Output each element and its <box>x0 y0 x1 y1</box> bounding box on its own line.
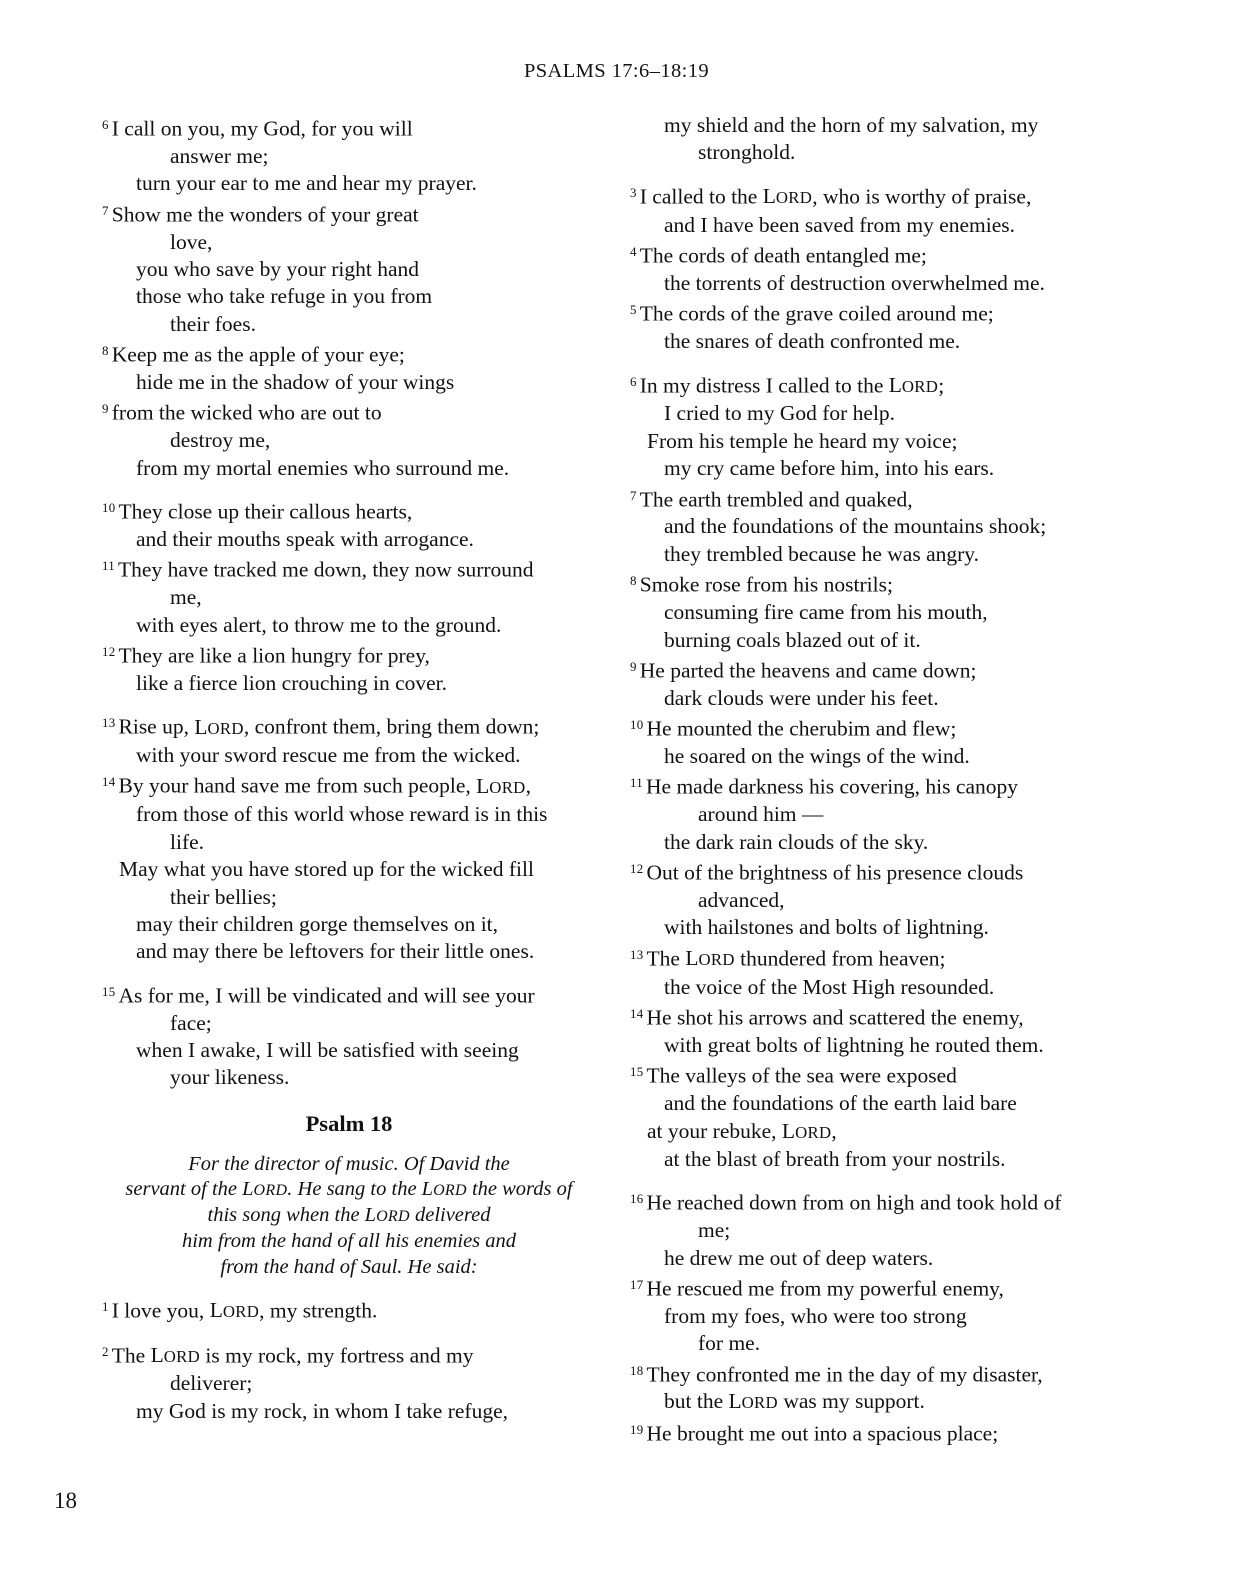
verse-line: and the foundations of the mountains shook; <box>664 514 1047 539</box>
verse-number: 11 <box>630 776 644 791</box>
running-head: PSALMS 17:6–18:19 <box>523 60 710 82</box>
text-columns <box>102 112 1124 1448</box>
verse-line: $^7$ The earth trembled and quaked, <box>630 487 913 512</box>
divine-name-small-caps: LORD <box>762 184 813 209</box>
verse-line: $^7$ Show me the wonders of your great <box>102 202 419 227</box>
verse-line: $^5$ The cords of the grave coiled around me; <box>630 301 994 326</box>
verse-line: he soared on the wings of the wind. <box>664 744 970 769</box>
left-column <box>102 112 596 1448</box>
verse-line: hide me in the shadow of your wings <box>136 369 455 394</box>
verse-line: $^3$ I called to the LORD, who is worthy of praise, <box>630 184 1032 209</box>
verse-number: 3 <box>630 185 637 200</box>
divine-name-small-caps: LORD <box>888 373 939 397</box>
verse-number: 16 <box>630 1192 644 1207</box>
stanza-break <box>102 1326 596 1339</box>
verse-line: deliverer; <box>170 1371 253 1396</box>
verse-line: $^4$ The cords of death entangled me; <box>630 243 927 268</box>
verse-number: 11 <box>102 559 116 574</box>
verse-line: $^{15}$ As for me, I will be vindicated and will see your <box>102 983 535 1008</box>
stanza-break <box>102 966 596 979</box>
divine-name-small-caps: LORD <box>476 773 526 798</box>
verse-line: $^6$ In my distress I called to the LORD; <box>630 373 945 397</box>
psalm-superscription <box>102 1152 596 1280</box>
verse-line: may their children gorge themselves on it, <box>136 911 499 936</box>
verse-line: $^{14}$ By your hand save me from such people, LORD, <box>102 773 531 798</box>
verse-line: the voice of the Most High resounded. <box>664 974 995 999</box>
verse-line: $^9$ He parted the heavens and came down; <box>630 658 977 683</box>
verse-line: From his temple he heard my voice; <box>647 428 958 453</box>
verse-line: their bellies; <box>170 884 277 909</box>
verse-line: $^1$ I love you, LORD, my strength. <box>102 1298 378 1323</box>
divine-name-small-caps: LORD <box>421 1177 467 1200</box>
verse-line: advanced, <box>698 887 785 912</box>
verse-line: from my foes, who were too strong <box>664 1303 967 1328</box>
verse-line: but the LORD was my support. <box>664 1389 925 1414</box>
verse-line: my shield and the horn of my salvation, my <box>664 113 1039 137</box>
verse-number: 12 <box>102 644 116 659</box>
verse-line: and the foundations of the earth laid bare <box>664 1091 1017 1116</box>
divine-name-small-caps: LORD <box>150 1343 201 1368</box>
superscription-line: from the hand of Saul. He said: <box>220 1255 478 1278</box>
verse-line: with your sword rescue me from the wicked. <box>136 743 521 768</box>
verse-line: $^{10}$ He mounted the cherubim and flew; <box>630 716 957 741</box>
verse-line: destroy me, <box>170 428 271 453</box>
verse-line: with hailstones and bolts of lightning. <box>664 915 989 940</box>
stanza-break <box>102 482 596 495</box>
verse-number: 9 <box>630 659 637 674</box>
verse-line: and I have been saved from my enemies. <box>664 212 1016 237</box>
verse-number: 15 <box>630 1065 644 1080</box>
divine-name-small-caps: LORD <box>194 714 244 739</box>
verse-number: 14 <box>630 1007 644 1021</box>
verse-line: and may there be leftovers for their little ones. <box>136 939 535 964</box>
verse-line: life. <box>170 829 205 854</box>
verse-line: $^{15}$ The valleys of the sea were exposed <box>630 1063 957 1088</box>
verse-line: stronghold. <box>698 140 796 165</box>
superscription-line: him from the hand of all his enemies and <box>181 1230 517 1253</box>
divine-name-small-caps: LORD <box>364 1204 410 1227</box>
verse-number: 18 <box>630 1363 644 1378</box>
verse-line: their foes. <box>170 311 256 336</box>
superscription-line: servant of the LORD. He sang to the LORD the words of <box>125 1177 573 1200</box>
verse-number: 5 <box>630 303 637 318</box>
verse-line: consuming fire came from his mouth, <box>664 600 988 625</box>
verse-number: 9 <box>102 402 109 417</box>
divine-name-small-caps: LORD <box>781 1118 832 1143</box>
verse-line: for me. <box>698 1331 761 1356</box>
verse-line: like a fierce lion crouching in cover. <box>136 670 448 695</box>
verse-line: with great bolts of lightning he routed them. <box>664 1032 1044 1057</box>
verse-line: from my mortal enemies who surround me. <box>136 455 510 480</box>
verse-line: $^2$ The LORD is my rock, my fortress and my <box>102 1343 474 1368</box>
verse-line: May what you have stored up for the wicked fill <box>119 857 534 882</box>
verse-line: I cried to my God for help. <box>664 401 896 426</box>
verse-line: $^{18}$ They confronted me in the day of my disaster, <box>630 1362 1043 1387</box>
verse-number: 1 <box>102 1299 109 1314</box>
verse-line: $^{19}$ He brought me out into a spacious place; <box>630 1421 999 1446</box>
verse-line: your likeness. <box>170 1065 290 1090</box>
divine-name-small-caps: LORD <box>728 1389 778 1414</box>
verse-line: face; <box>170 1010 212 1035</box>
verse-number: 19 <box>630 1422 644 1437</box>
divine-name-small-caps: LORD <box>685 946 735 971</box>
stanza-break <box>630 356 1124 369</box>
verse-line: $^8$ Smoke rose from his nostrils; <box>630 572 893 597</box>
verse-line: the dark rain clouds of the sky. <box>664 829 929 854</box>
verse-line: they trembled because he was angry. <box>664 541 980 566</box>
verse-number: 2 <box>102 1344 109 1359</box>
verse-line: love, <box>170 229 213 254</box>
verse-line: you who save by your right hand <box>136 256 420 281</box>
verse-line: the snares of death confronted me. <box>664 329 961 354</box>
verse-line: me; <box>698 1218 731 1243</box>
divine-name-small-caps: LORD <box>209 1298 260 1323</box>
verse-line: answer me; <box>170 143 269 168</box>
verse-number: 7 <box>630 488 637 503</box>
stanza-break <box>102 697 596 710</box>
verse-line: around him — <box>698 802 824 827</box>
verse-line: and their mouths speak with arrogance. <box>136 526 474 551</box>
verse-number: 13 <box>630 947 644 962</box>
verse-number: 8 <box>630 574 637 589</box>
page-number: 18 <box>54 1488 77 1513</box>
superscription-line: For the director of music. Of David the <box>188 1152 510 1175</box>
verse-line: $^{13}$ The LORD thundered from heaven; <box>630 946 946 971</box>
verse-number: 17 <box>630 1277 644 1292</box>
verse-line: $^8$ Keep me as the apple of your eye; <box>102 342 405 367</box>
verse-line: $^{12}$ Out of the brightness of his presence clouds <box>630 860 1024 885</box>
verse-number: 10 <box>630 718 644 733</box>
verse-line: he drew me out of deep waters. <box>664 1245 934 1270</box>
verse-number: 8 <box>102 344 109 359</box>
verse-line: at your rebuke, LORD, <box>647 1118 837 1143</box>
verse-number: 7 <box>102 203 109 218</box>
verse-line: dark clouds were under his feet. <box>664 685 939 710</box>
verse-number: 12 <box>630 862 644 877</box>
verse-line: my God is my rock, in whom I take refuge, <box>136 1398 508 1423</box>
verse-number: 14 <box>102 775 116 790</box>
verse-line: when I awake, I will be satisfied with seeing <box>136 1037 519 1062</box>
verse-number: 15 <box>102 984 116 999</box>
verse-line: $^{16}$ He reached down from on high and took hold of <box>630 1190 1062 1215</box>
right-column <box>630 112 1124 1448</box>
verse-number: 10 <box>102 501 116 516</box>
verse-line: turn your ear to me and hear my prayer. <box>136 171 477 196</box>
verse-line: $^9$ from the wicked who are out to <box>102 400 382 425</box>
verse-number: 6 <box>630 374 637 389</box>
verse-line: $^{17}$ He rescued me from my powerful enemy, <box>630 1276 1004 1301</box>
verse-line: $^{11}$ He made darkness his covering, his canopy <box>630 774 1018 799</box>
stanza-break <box>630 167 1124 180</box>
verse-line: $^6$ I call on you, my God, for you will <box>102 116 413 141</box>
verse-line: $^{11}$ They have tracked me down, they now surround <box>102 557 534 582</box>
verse-line: from those of this world whose reward is in this <box>136 802 548 827</box>
verse-line: the torrents of destruction overwhelmed me. <box>664 270 1045 295</box>
verse-line: with eyes alert, to throw me to the ground. <box>136 612 502 637</box>
verse-number: 4 <box>630 245 637 260</box>
verse-number: 6 <box>102 118 109 132</box>
verse-number: 13 <box>102 716 116 731</box>
verse-line: $^{12}$ They are like a lion hungry for prey, <box>102 643 430 668</box>
verse-line: $^{13}$ Rise up, LORD, confront them, bring them down; <box>102 714 540 739</box>
verse-line: my cry came before him, into his ears. <box>664 456 995 481</box>
verse-line: me, <box>170 585 202 610</box>
psalm-heading: Psalm 18 <box>305 1110 393 1136</box>
verse-line: burning coals blazed out of it. <box>664 627 921 652</box>
verse-line: $^{14}$ He shot his arrows and scattered the enemy, <box>630 1005 1024 1030</box>
verse-line: those who take refuge in you from <box>136 284 433 309</box>
verse-line: $^{10}$ They close up their callous hearts, <box>102 499 413 524</box>
divine-name-small-caps: LORD <box>242 1177 288 1200</box>
superscription-line: this song when the LORD delivered <box>207 1204 491 1227</box>
stanza-break <box>630 1173 1124 1186</box>
verse-line: at the blast of breath from your nostrils. <box>664 1146 1006 1171</box>
